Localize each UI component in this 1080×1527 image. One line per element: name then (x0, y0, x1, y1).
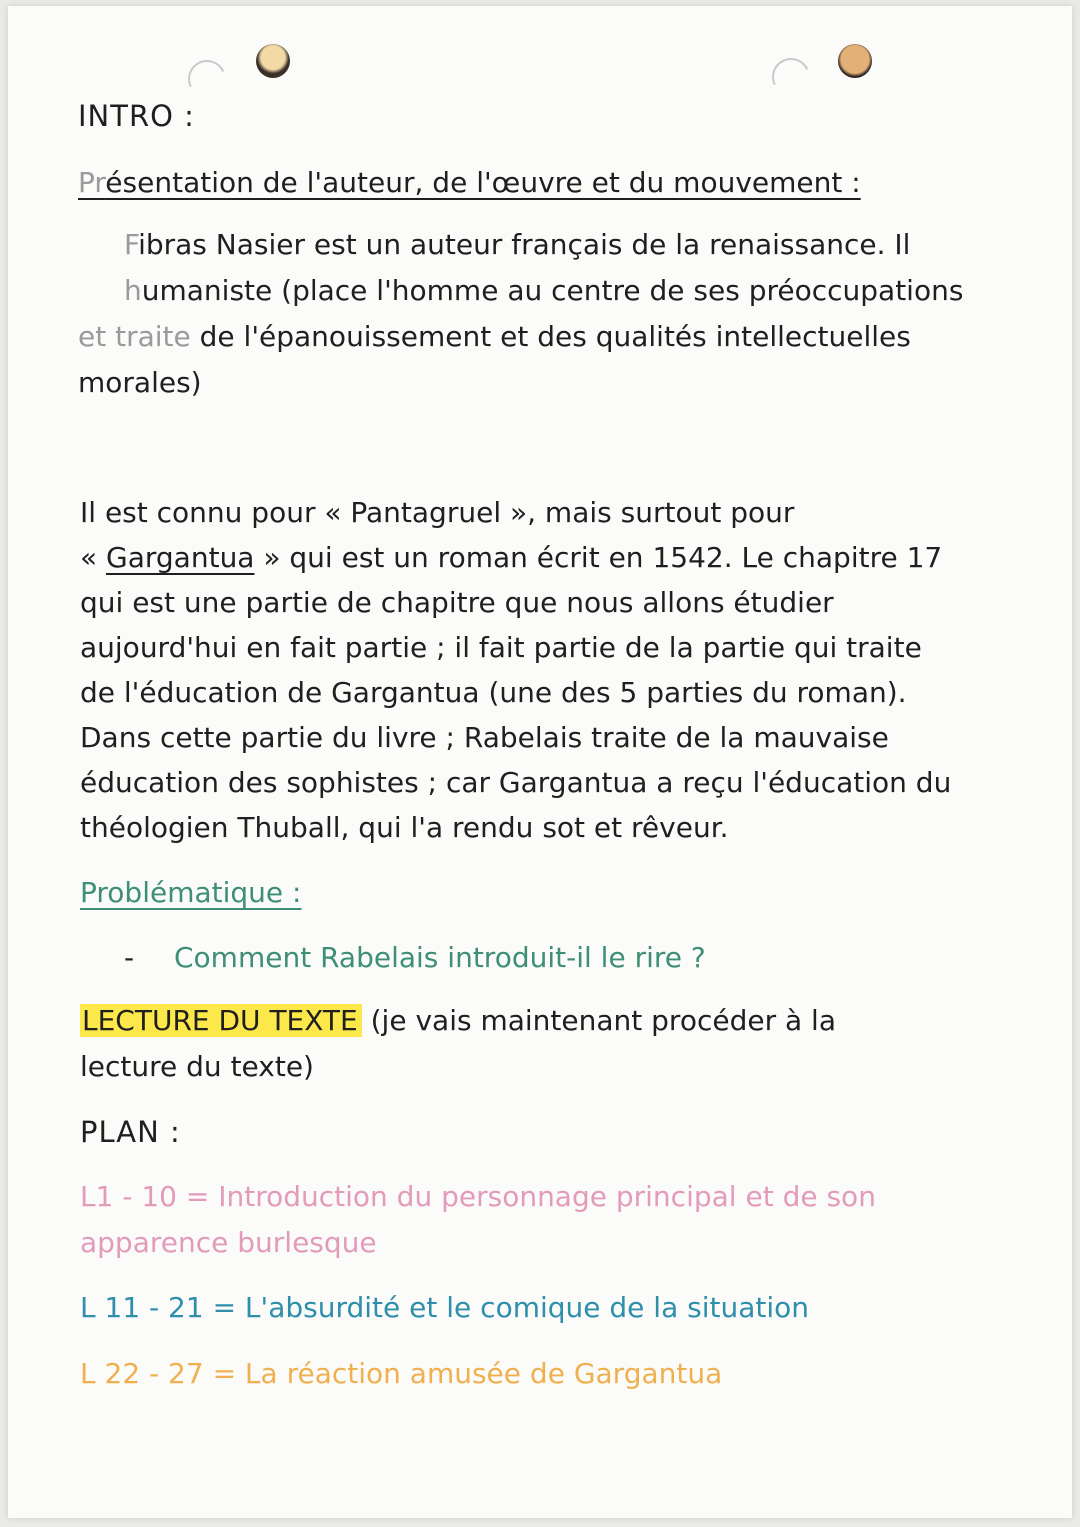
plan-item-1: L1 - 10 = Introduction du personnage principal et de son (80, 1180, 876, 1213)
paragraph-line: théologien Thuball, qui l'a rendu sot et rêveur. (80, 811, 729, 844)
line-text: (je vais maintenant procéder à la (361, 1004, 836, 1037)
paragraph-line: Dans cette partie du livre ; Rabelais traite de la mauvaise (80, 721, 889, 754)
plan-heading: PLAN : (80, 1115, 181, 1149)
line-text: ibras Nasier est un auteur français de la renaissance. Il (138, 228, 911, 261)
problematique-question: Comment Rabelais introduit-il le rire ? (174, 941, 706, 974)
lecture-line (80, 998, 836, 1043)
paragraph-line: Il est connu pour « Pantagruel », mais surtout pour (80, 496, 795, 529)
plan-item-3: L 22 - 27 = La réaction amusée de Gargantua (80, 1357, 723, 1390)
faded-text: h (124, 274, 142, 307)
paragraph-line: de l'éducation de Gargantua (une des 5 parties du roman). (80, 676, 907, 709)
section-title-faded: Pr (78, 166, 106, 199)
highlighted-text: LECTURE DU TEXTE (80, 1004, 362, 1037)
faded-text: et traite (78, 320, 191, 353)
line-text: de l'épanouissement et des qualités intellectuelles (190, 320, 911, 353)
paragraph-line: éducation des sophistes ; car Gargantua a reçu l'éducation du (80, 766, 952, 799)
paragraph-line: qui est une partie de chapitre que nous allons étudier (80, 586, 834, 619)
punch-hole (256, 44, 290, 78)
problematique-label: Problématique : (80, 876, 302, 909)
paragraph-line: aujourd'hui en fait partie ; il fait partie de la partie qui traite (80, 631, 922, 664)
section-title (78, 160, 861, 205)
bullet-dash: - (124, 941, 135, 974)
line-text: umaniste (place l'homme au centre de ses préoccupations (141, 274, 964, 307)
lecture-line: lecture du texte) (80, 1050, 314, 1083)
quote-open: « (80, 541, 107, 574)
section-title-text: ésentation de l'auteur, de l'œuvre et du mouvement : (105, 166, 861, 199)
paragraph-line (80, 535, 942, 580)
punch-hole (838, 44, 872, 78)
paragraph-line (78, 314, 911, 359)
paragraph-line: morales) (78, 366, 202, 399)
line-text: » qui est un roman écrit en 1542. Le chapitre 17 (254, 541, 943, 574)
plan-item-1-continued: apparence burlesque (80, 1226, 377, 1259)
faded-text: F (124, 228, 139, 261)
paragraph-line (124, 268, 963, 313)
plan-item-2: L 11 - 21 = L'absurdité et le comique de la situation (80, 1291, 810, 1324)
intro-heading: INTRO : (78, 99, 195, 133)
book-title: Gargantua (106, 541, 255, 574)
paragraph-line (124, 222, 910, 267)
